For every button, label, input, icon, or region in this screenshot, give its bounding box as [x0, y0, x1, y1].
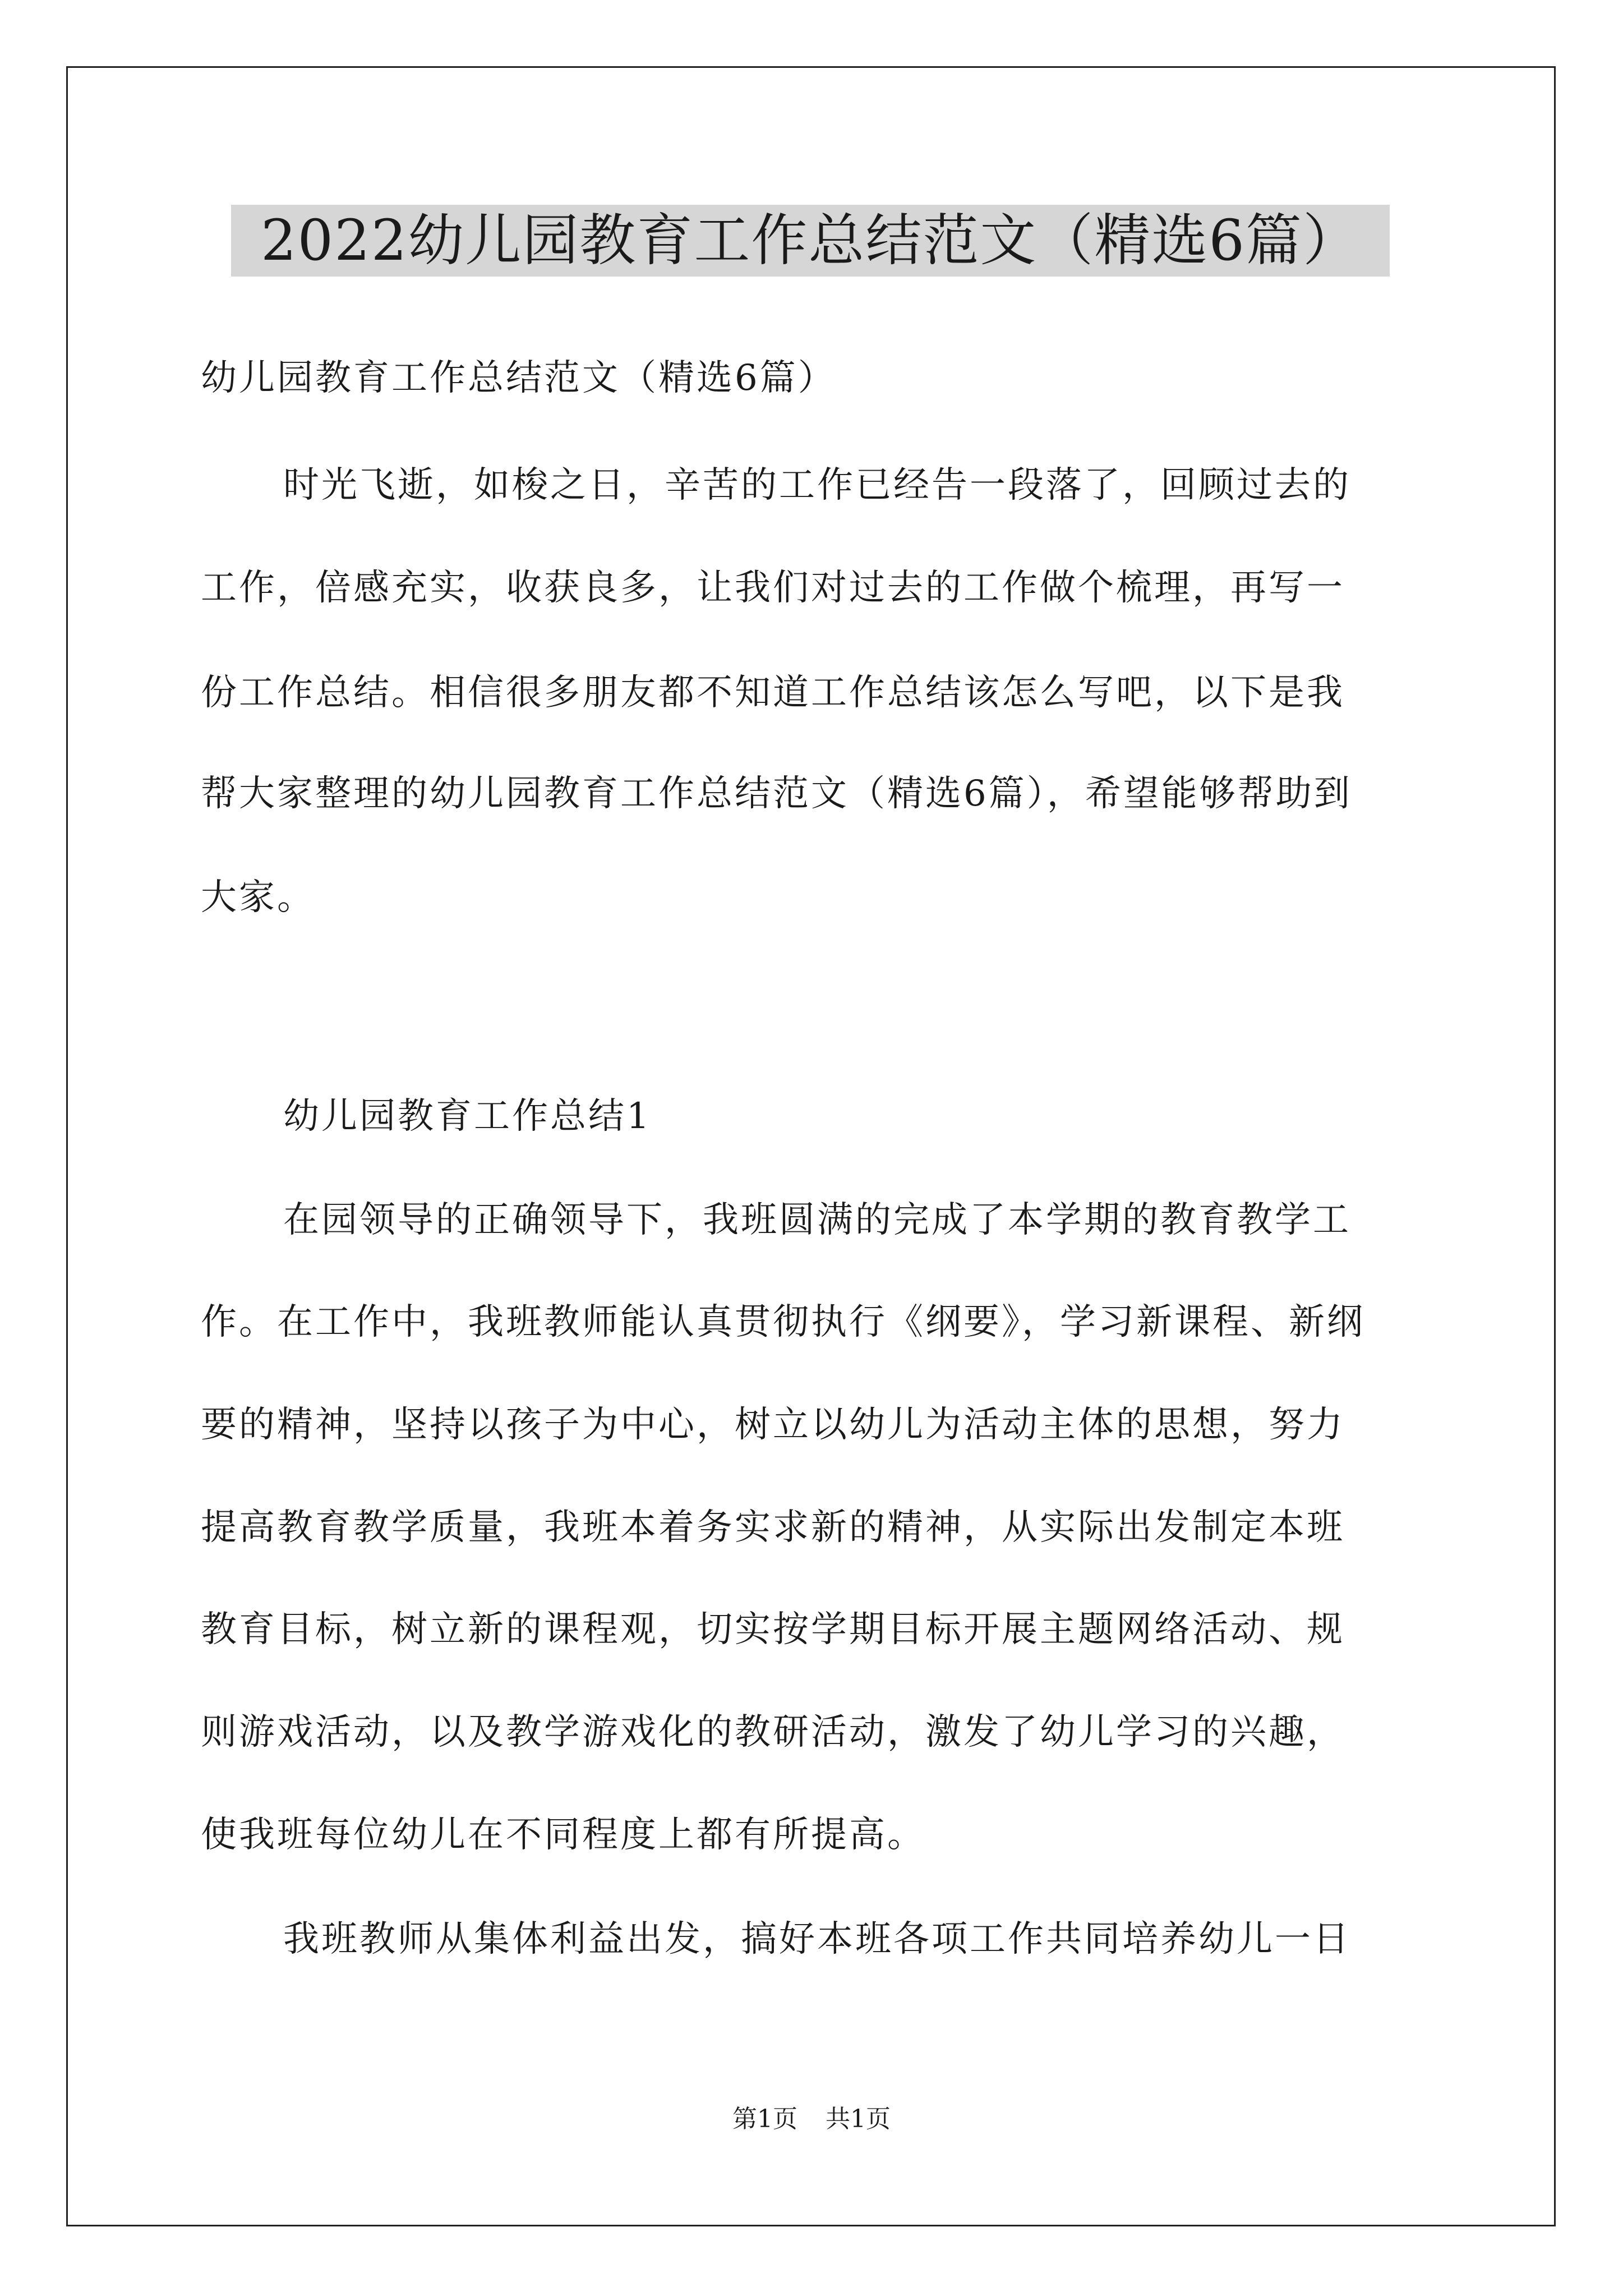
paragraph-line: 作。在工作中，我班教师能认真贯彻执行《纲要》，学习新课程、新纲: [201, 1301, 1365, 1343]
section-heading: 幼儿园教育工作总结1: [283, 1096, 652, 1137]
document-subtitle: 幼儿园教育工作总结范文（精选6篇）: [201, 357, 836, 399]
paragraph-line: 要的精神，坚持以孩子为中心，树立以幼儿为活动主体的思想，努力: [201, 1404, 1345, 1446]
intro-line: 帮大家整理的幼儿园教育工作总结范文（精选6篇），希望能够帮助到: [201, 773, 1352, 815]
intro-line: 时光飞逝，如梭之日，辛苦的工作已经告一段落了，回顾过去的: [283, 464, 1351, 506]
paragraph-line: 我班教师从集体利益出发，搞好本班各项工作共同培养幼儿一日: [283, 1918, 1351, 1960]
page-footer: [0, 2102, 1623, 2136]
page-total: 共1页: [826, 2105, 891, 2133]
paragraph-line: 教育目标，树立新的课程观，切实按学期目标开展主题网络活动、规: [201, 1609, 1345, 1650]
paragraph-line: 提高教育教学质量，我班本着务实求新的精神，从实际出发制定本班: [201, 1507, 1345, 1548]
paragraph-line: 在园领导的正确领导下，我班圆满的完成了本学期的教育教学工: [283, 1199, 1351, 1241]
document-title: 2022幼儿园教育工作总结范文（精选6篇）: [231, 205, 1390, 277]
intro-line: 份工作总结。相信很多朋友都不知道工作总结该怎么写吧，以下是我: [201, 672, 1345, 714]
paragraph-line: 则游戏活动，以及教学游戏化的教研活动，激发了幼儿学习的兴趣，: [201, 1711, 1345, 1753]
page-number: 第1页: [732, 2105, 797, 2133]
paragraph-line: 使我班每位幼儿在不同程度上都有所提高。: [201, 1814, 925, 1856]
intro-line: 大家。: [201, 877, 315, 918]
intro-line: 工作，倍感充实，收获良多，让我们对过去的工作做个梳理，再写一: [201, 567, 1345, 609]
